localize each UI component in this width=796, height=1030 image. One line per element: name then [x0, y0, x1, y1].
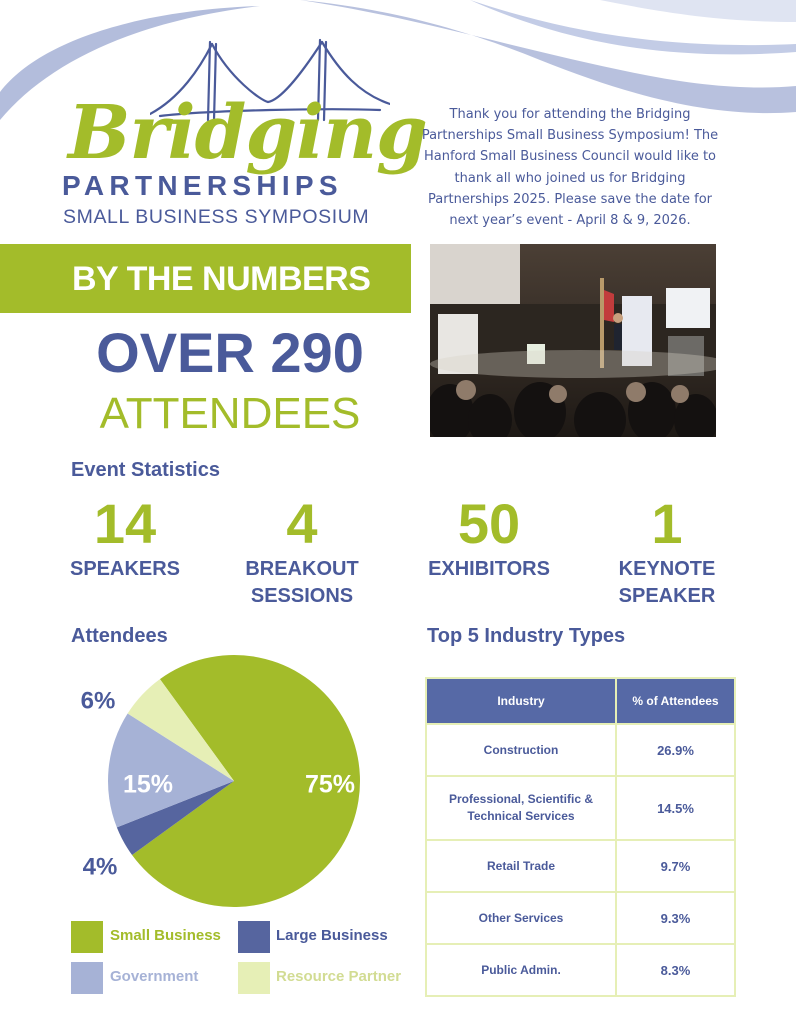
percent-cell: 8.3% — [616, 944, 735, 996]
stat-exhibitors — [409, 494, 569, 583]
industry-cell: Retail Trade — [426, 840, 616, 892]
legend-label-large-business: Large Business — [276, 927, 388, 944]
logo-partnerships-text: PARTNERSHIPS — [62, 170, 343, 201]
percent-cell: 14.5% — [616, 776, 735, 840]
percent-cell: 9.7% — [616, 840, 735, 892]
stat-label: SPEAKERS — [69, 558, 181, 580]
industry-cell: Other Services — [426, 892, 616, 944]
industry-cell: Professional, Scientific & Technical Services — [426, 776, 616, 840]
legend-label-small-business: Small Business — [110, 927, 221, 944]
attendee-count-label: ATTENDEES — [99, 389, 361, 438]
table-row — [426, 724, 735, 776]
percent-cell: 9.3% — [616, 892, 735, 944]
attendee-count: OVER 290 — [96, 321, 364, 384]
logo-subtitle: SMALL BUSINESS SYMPOSIUM — [63, 206, 370, 228]
attendees-pie-chart — [60, 650, 400, 920]
stat-breakout-sessions — [222, 494, 382, 610]
stat-value: 4 — [286, 492, 318, 555]
table-row — [426, 944, 735, 996]
percent-cell: 26.9% — [616, 724, 735, 776]
table-header-row — [426, 678, 735, 724]
stat-keynote-speaker — [587, 494, 747, 610]
legend-label-resource-partner: Resource Partner — [276, 968, 402, 985]
legend-label-government: Government — [110, 968, 199, 985]
stat-value: 1 — [651, 492, 683, 555]
industry-cell: Construction — [426, 724, 616, 776]
table-row — [426, 840, 735, 892]
legend-swatch-large-business — [238, 921, 270, 953]
industry-table-title: Top 5 Industry Types — [427, 625, 626, 647]
pie-label-resource-partner: 6% — [80, 687, 116, 715]
table-row — [426, 776, 735, 840]
industry-table — [425, 677, 736, 997]
conference-photo-image — [430, 244, 716, 437]
attendees-chart-title: Attendees — [71, 625, 168, 647]
legend-swatch-small-business — [71, 921, 103, 953]
stat-speakers — [45, 494, 205, 583]
legend-swatch-resource-partner — [238, 962, 270, 994]
column-header-industry: Industry — [426, 678, 616, 724]
pie-label-government: 15% — [122, 770, 174, 799]
stat-value: 14 — [93, 492, 157, 555]
pie-label-large-business: 4% — [82, 853, 118, 881]
event-photo — [430, 244, 716, 437]
stat-label: EXHIBITORS — [428, 558, 550, 580]
column-header-percent: % of Attendees — [616, 678, 735, 724]
legend-swatch-government — [71, 962, 103, 994]
stat-label: BREAKOUT SESSIONS — [245, 558, 359, 607]
stat-value: 50 — [457, 492, 521, 555]
intro-paragraph: Thank you for attending the Bridging Partnerships Small Business Symposium! The Hanford Small Business Council would like to thank all who joined us for Bridging Partnerships 2025. Please save the date for next year’s event - April 8 & 9, 2026. — [421, 107, 719, 229]
event-statistics-title: Event Statistics — [71, 459, 220, 481]
stat-label: KEYNOTE SPEAKER — [618, 558, 716, 607]
table-row — [426, 892, 735, 944]
industry-cell: Public Admin. — [426, 944, 616, 996]
logo-script-text: Bridging — [68, 90, 427, 176]
pie-label-small-business: 75% — [304, 770, 356, 799]
by-the-numbers-label: BY THE NUMBERS — [72, 260, 371, 298]
